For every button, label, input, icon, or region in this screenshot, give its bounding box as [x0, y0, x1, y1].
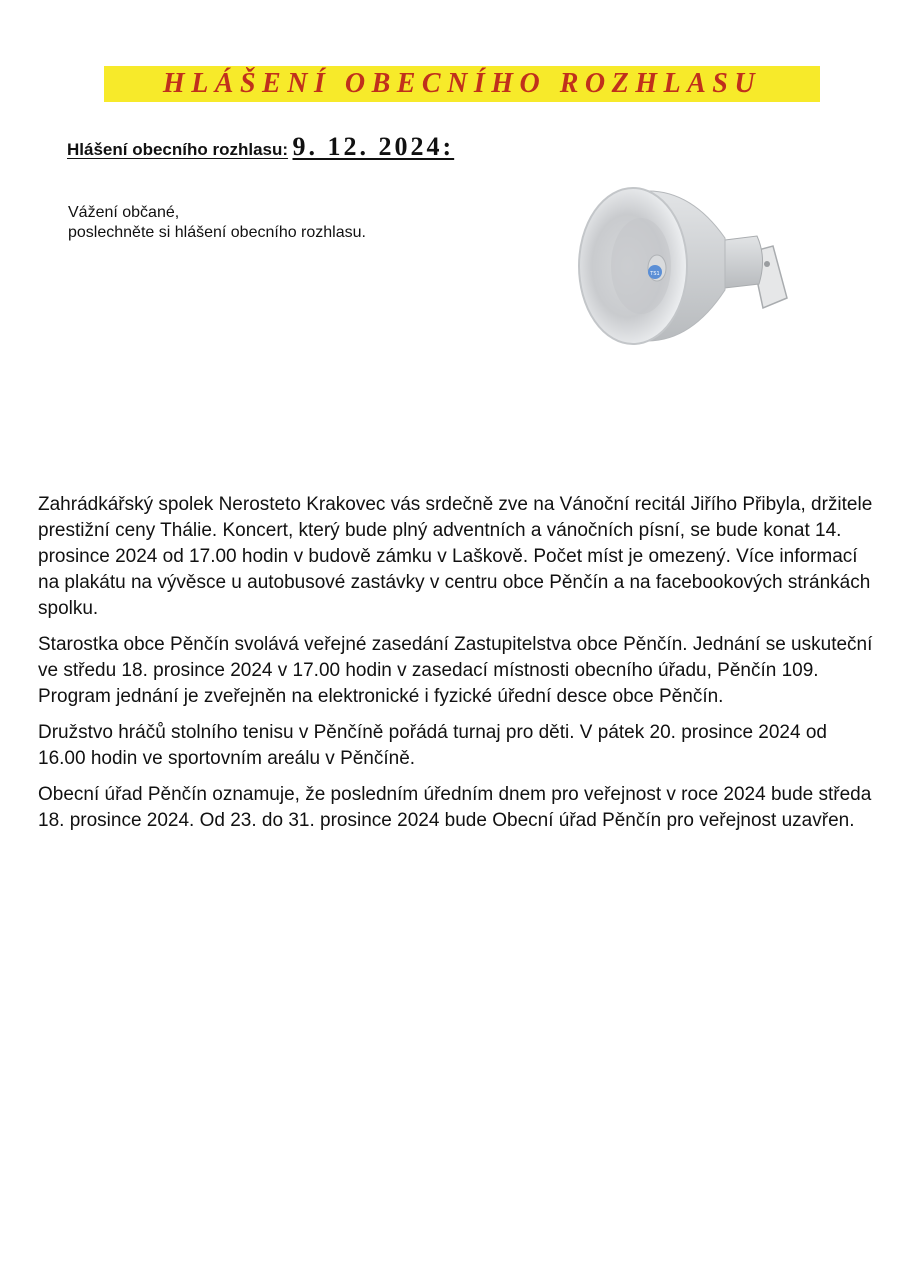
- heading-date: 9. 12. 2024:: [292, 132, 455, 161]
- announcement-date-heading: [67, 132, 454, 162]
- announcements: [38, 492, 873, 844]
- announcement-item: Zahrádkářský spolek Nerosteto Krakovec vás srdečně zve na Vánoční recitál Jiřího Přibyla, držitele prestižní ceny Thálie. Koncert, který bude plný adventních a vánočních písní, se bude konat 14. prosince 2024 od 17.00 hodin v budově zámku v Laškově. Počet míst je omezený. Více informací na plakátu na vývěsce u autobusové zastávky v centru obce Pěnčín a na facebookových stránkách spolku.: [38, 494, 873, 619]
- speaker-badge-label: TS1: [650, 271, 660, 277]
- announcement-item: Starostka obce Pěnčín svolává veřejné zasedání Zastupitelstva obce Pěnčín. Jednání se uskuteční ve středu 18. prosince 2024 v 17.00 hodin v zasedací místnosti obecního úřadu, Pěnčín 109. Program jednání je zveřejněn na elektronické i fyzické úřední desce obce Pěnčín.: [38, 634, 873, 707]
- page-title: HLÁŠENÍ OBECNÍHO ROZHLASU: [104, 66, 820, 102]
- announcement-item: Obecní úřad Pěnčín oznamuje, že posledním úředním dnem pro veřejnost v roce 2024 bude středa 18. prosince 2024. Od 23. do 31. prosince 2024 bude Obecní úřad Pěnčín pro veřejnost uzavřen.: [38, 784, 872, 831]
- announcement-item: Družstvo hráčů stolního tenisu v Pěnčíně pořádá turnaj pro děti. V pátek 20. prosince 2024 od 16.00 hodin ve sportovním areálu v Pěnčíně.: [38, 722, 827, 769]
- greeting: [68, 203, 366, 243]
- loudspeaker-icon: [575, 180, 790, 360]
- greeting-line-2: poslechněte si hlášení obecního rozhlasu.: [68, 224, 366, 241]
- greeting-line-1: Vážení občané,: [68, 204, 180, 221]
- heading-label: Hlášení obecního rozhlasu:: [67, 140, 289, 159]
